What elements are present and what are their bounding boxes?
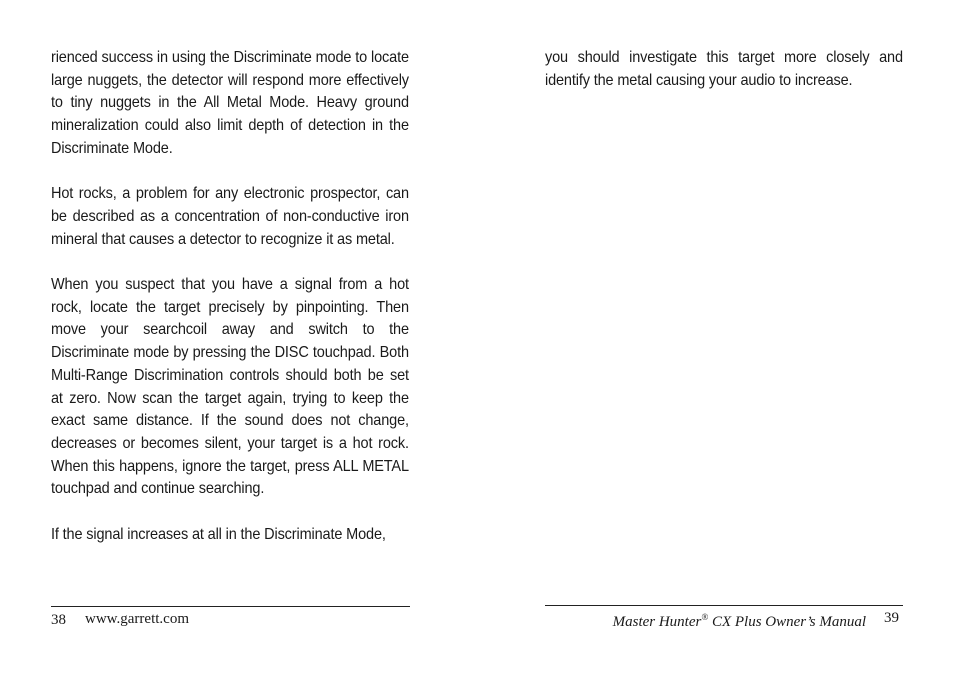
- page-number-left: 38: [51, 612, 66, 628]
- page-number-right: 39: [884, 610, 899, 626]
- left-page-body: [51, 47, 409, 546]
- right-page-body: [545, 47, 903, 92]
- registered-mark: ®: [701, 612, 709, 622]
- paragraph-4: If the signal increases at all in the Discriminate Mode,: [51, 525, 386, 543]
- paragraph-1: rienced success in using the Discriminate mode to locate large nuggets, the detector will respond more effectively to tiny nuggets in the All Metal Mode. Heavy ground mineralization could also limit depth of detection in the Discriminate Mode.: [51, 49, 409, 157]
- paragraph-3: When you suspect that you have a signal from a hot rock, locate the target precisely by pinpointing. Then move your searchcoil away and switch to the Discriminate mode by pressing the DISC touchpad. Both Multi-Range Discrimination controls should both be set at zero. Now scan the target again, trying to keep the exact same distance. If the sound does not change, decreases or becomes silent, your target is a hot rock. When this happens, ignore the target, press ALL METAL touchpad and continue searching.: [51, 276, 409, 498]
- manual-title: [613, 612, 866, 631]
- paragraph-5: you should investigate this target more closely and identify the metal causing your audio to increase.: [545, 49, 903, 89]
- manual-title-suffix: CX Plus Owner’s Manual: [708, 614, 866, 630]
- paragraph-2: Hot rocks, a problem for any electronic prospector, can be described as a concentration of non-conductive iron mineral that causes a detector to recognize it as metal.: [51, 185, 409, 248]
- manual-title-prefix: Master Hunter: [612, 614, 702, 630]
- footer-rule-right: [545, 605, 903, 606]
- footer-url: www.garrett.com: [85, 611, 189, 627]
- footer-rule-left: [51, 606, 410, 607]
